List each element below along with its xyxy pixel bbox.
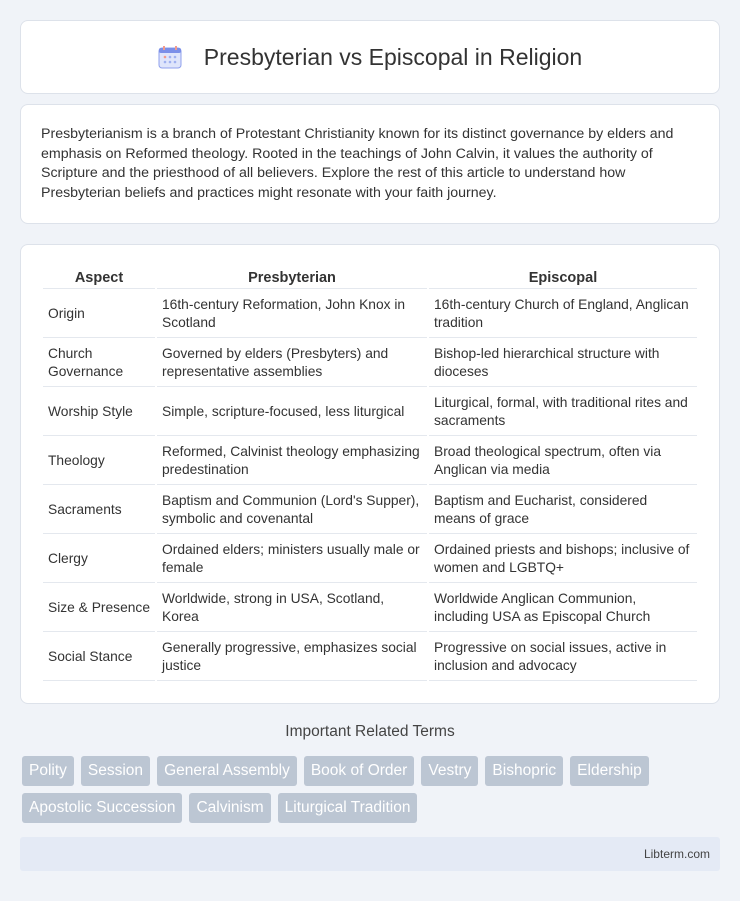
comparison-table bbox=[41, 265, 699, 683]
cell-episcopal: Ordained priests and bishops; inclusive of women and LGBTQ+ bbox=[429, 536, 697, 583]
cell-presbyterian: Ordained elders; ministers usually male or female bbox=[157, 536, 427, 583]
table-row bbox=[43, 487, 697, 534]
tag-vestry[interactable]: Vestry bbox=[421, 756, 478, 786]
table-row bbox=[43, 585, 697, 632]
cell-presbyterian: Simple, scripture-focused, less liturgical bbox=[157, 389, 427, 436]
intro-text: Presbyterianism is a branch of Protestant Christianity known for its distinct governance by elders and emphasis on Reformed theology. Rooted in the teachings of John Calvin, it values the authority of Scripture and the priesthood of all believers. Explore the rest of this article to understand how Presbyterian beliefs and practices might resonate with your faith journey. bbox=[41, 126, 674, 201]
cell-aspect: Sacraments bbox=[43, 487, 155, 534]
cell-aspect: Church Governance bbox=[43, 340, 155, 387]
cell-episcopal: Baptism and Eucharist, considered means of grace bbox=[429, 487, 697, 534]
tag-eldership[interactable]: Eldership bbox=[570, 756, 649, 786]
tag-session[interactable]: Session bbox=[81, 756, 150, 786]
tag-book-of-order[interactable]: Book of Order bbox=[304, 756, 415, 786]
cell-aspect: Worship Style bbox=[43, 389, 155, 436]
cell-episcopal: Progressive on social issues, active in inclusion and advocacy bbox=[429, 634, 697, 681]
cell-episcopal: Liturgical, formal, with traditional rites and sacraments bbox=[429, 389, 697, 436]
cell-episcopal: Worldwide Anglican Communion, including USA as Episcopal Church bbox=[429, 585, 697, 632]
footer-site-link[interactable]: Libterm.com bbox=[643, 847, 710, 861]
cell-aspect: Origin bbox=[43, 291, 155, 338]
cell-presbyterian: Baptism and Communion (Lord's Supper), symbolic and covenantal bbox=[157, 487, 427, 534]
header-presbyterian: Presbyterian bbox=[157, 267, 427, 289]
table-row bbox=[43, 389, 697, 436]
cell-presbyterian: Worldwide, strong in USA, Scotland, Korea bbox=[157, 585, 427, 632]
cell-aspect: Clergy bbox=[43, 536, 155, 583]
intro-card bbox=[20, 104, 720, 224]
tag-calvinism[interactable]: Calvinism bbox=[189, 793, 270, 823]
table-row bbox=[43, 291, 697, 338]
table-row bbox=[43, 536, 697, 583]
table-row bbox=[43, 340, 697, 387]
table-row bbox=[43, 634, 697, 681]
cell-episcopal: Broad theological spectrum, often via Anglican via media bbox=[429, 438, 697, 485]
page-title: Presbyterian vs Episcopal in Religion bbox=[203, 43, 583, 70]
header-card bbox=[20, 20, 720, 94]
header-episcopal: Episcopal bbox=[429, 267, 697, 289]
header-aspect: Aspect bbox=[43, 267, 155, 289]
cell-aspect: Size & Presence bbox=[43, 585, 155, 632]
footer bbox=[20, 837, 720, 871]
cell-aspect: Theology bbox=[43, 438, 155, 485]
cell-episcopal: Bishop-led hierarchical structure with dioceses bbox=[429, 340, 697, 387]
cell-presbyterian: Governed by elders (Presbyters) and representative assemblies bbox=[157, 340, 427, 387]
table-row bbox=[43, 438, 697, 485]
related-terms-title: Important Related Terms bbox=[285, 723, 455, 740]
comparison-card bbox=[20, 244, 720, 704]
cell-episcopal: 16th-century Church of England, Anglican tradition bbox=[429, 291, 697, 338]
cell-presbyterian: Reformed, Calvinist theology emphasizing predestination bbox=[157, 438, 427, 485]
table-header-row bbox=[43, 267, 697, 289]
tag-liturgical-tradition[interactable]: Liturgical Tradition bbox=[278, 793, 418, 823]
tag-polity[interactable]: Polity bbox=[22, 756, 74, 786]
tag-apostolic-succession[interactable]: Apostolic Succession bbox=[22, 793, 182, 823]
tag-bishopric[interactable]: Bishopric bbox=[485, 756, 563, 786]
cell-aspect: Social Stance bbox=[43, 634, 155, 681]
tag-general-assembly[interactable]: General Assembly bbox=[157, 756, 297, 786]
cell-presbyterian: Generally progressive, emphasizes social justice bbox=[157, 634, 427, 681]
calendar-icon bbox=[158, 45, 182, 69]
related-terms-list bbox=[22, 756, 722, 830]
cell-presbyterian: 16th-century Reformation, John Knox in Scotland bbox=[157, 291, 427, 338]
